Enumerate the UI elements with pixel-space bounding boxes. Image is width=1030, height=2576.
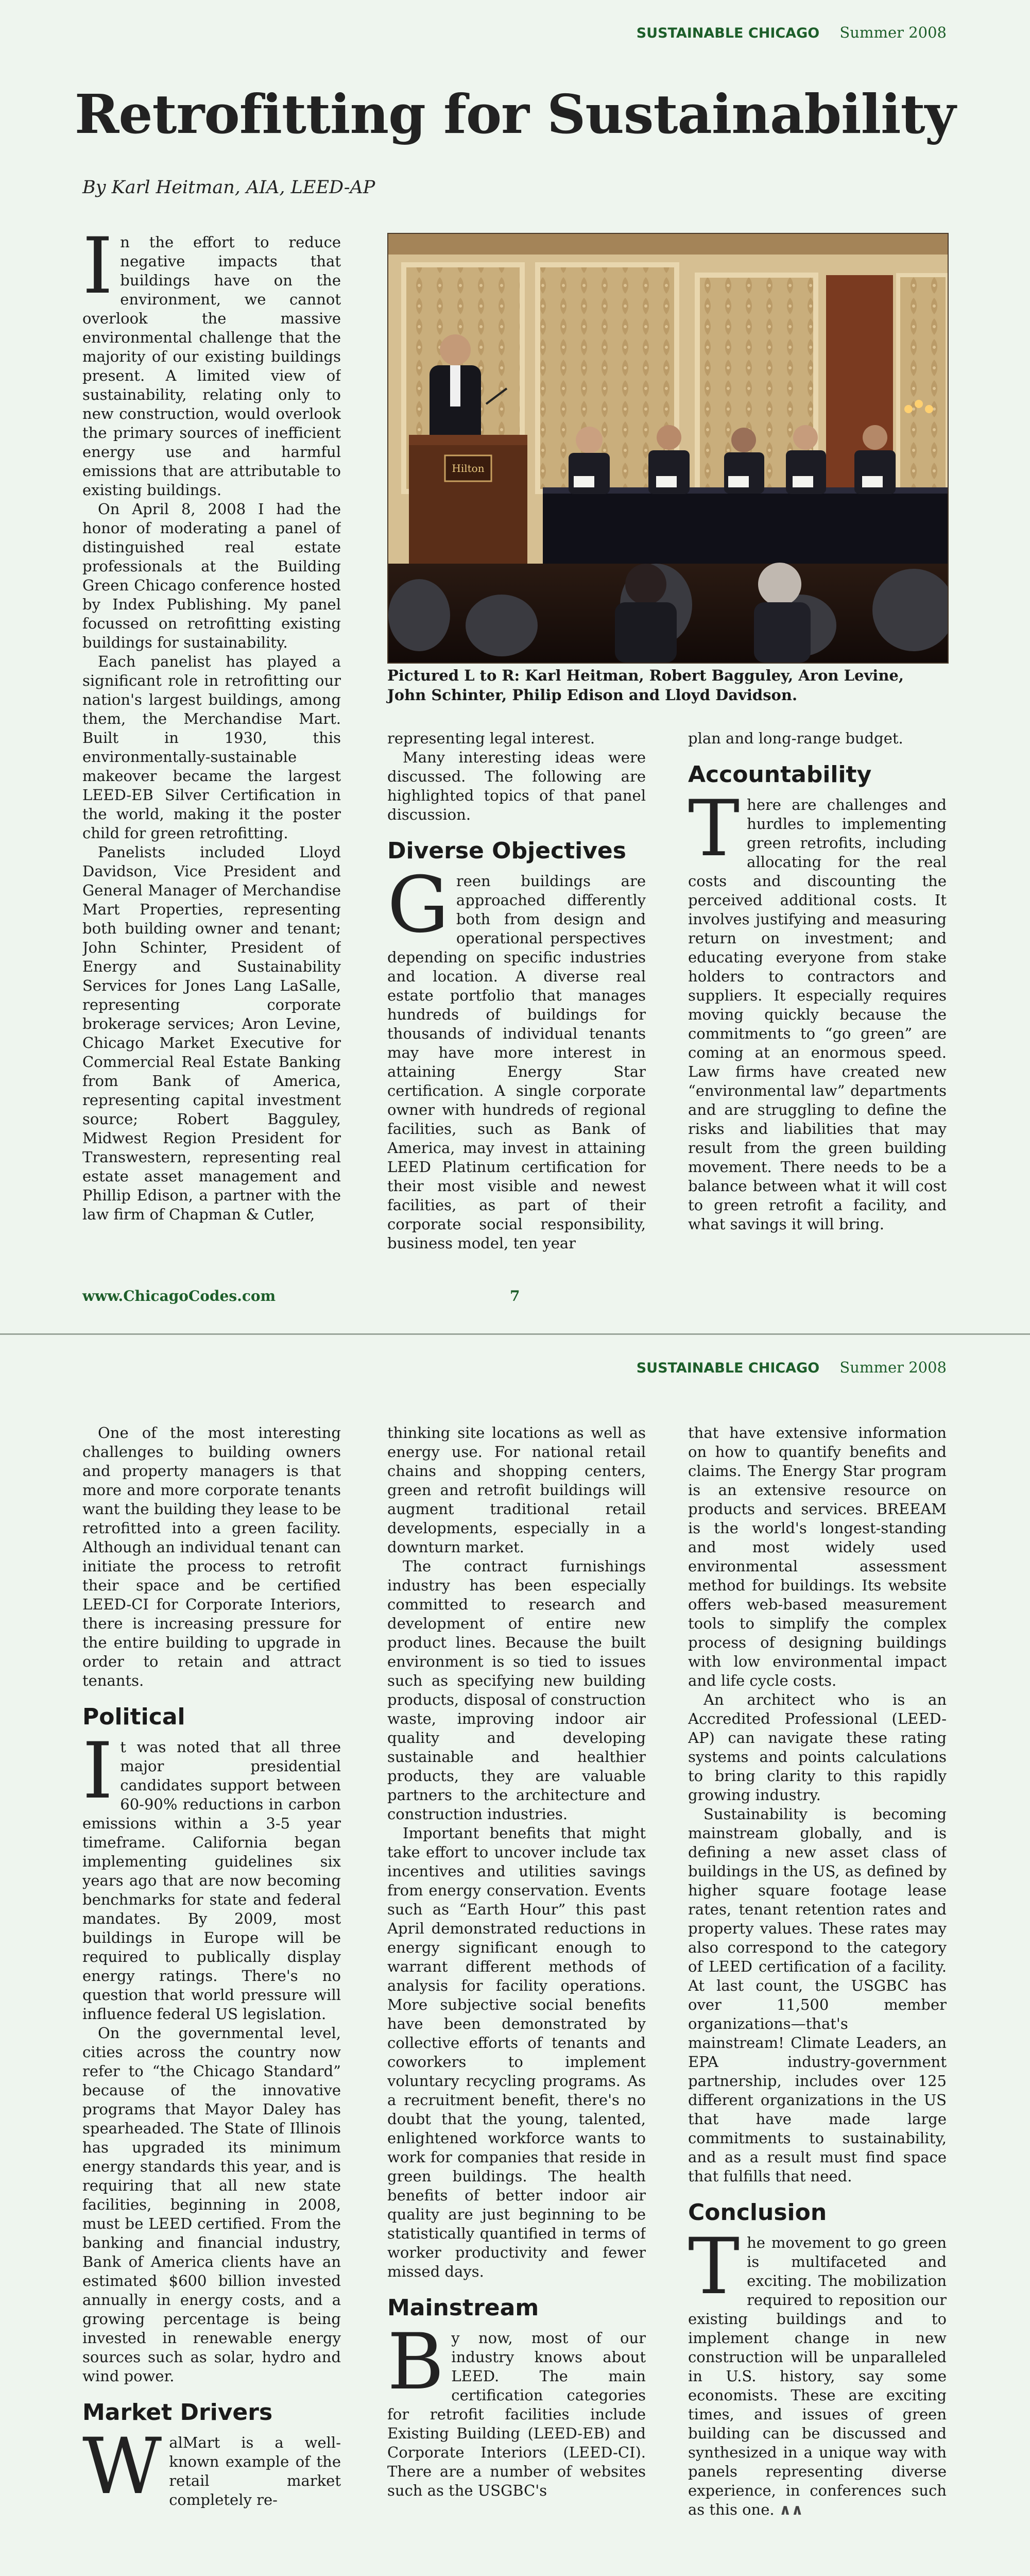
- paragraph: By now, most of our industry knows about LEED. The main certification categories for retrofit facilities include Existing Building (LEED-EB) and Corporate Interiors (LEED-CI). There are a number of websites such as the USGBC's: [387, 2317, 646, 2499]
- paragraph: thinking site locations as well as energy use. For national retail chains and shopping centers, green and retrofit buildings will augment traditional retail developments, especially in a downturn market.: [387, 1424, 646, 1556]
- paragraph: plan and long-range budget.: [688, 730, 903, 747]
- paragraph: The contract furnishings industry has been especially committed to research and development of entire new product lines. Because the built environment is so tied to issues such as specifying new building products, disposal of construction waste, improving indoor air quality and developing sustainable and healthier products, they are valuable partners to the architecture and construction industries.: [387, 1557, 646, 1823]
- podium-logo: Hilton: [452, 462, 485, 474]
- section-heading-conclusion: Conclusion: [688, 2199, 827, 2226]
- panel-photo: [387, 233, 949, 664]
- page-header: [637, 1359, 947, 1376]
- section-heading-accountability: Accountability: [688, 761, 872, 788]
- article-end-icon: ∧∧: [779, 2501, 803, 2518]
- paragraph: Important benefits that might take effort to uncover include tax incentives and utilities savings from energy conservation. Events such as “Earth Hour” this past April demonstrated reductions in energy significant enough to warrant different methods of analysis for facility operations. More subjective social benefits have been demonstrated by collective efforts of tenants and coworkers to implement voluntary recycling programs. As a recruitment benefit, there's no doubt that the young, talented, enlightened workforce wants to work for companies that reside in green buildings. The health benefits of better indoor air quality are just beginning to be statistically quantified in terms of worker productivity and fewer missed days.: [387, 1824, 646, 2280]
- drop-cap: T: [688, 2222, 740, 2312]
- paragraph: The movement to go green is multifaceted and exciting. The mobilization required to reposition our existing buildings and to implement change in new construction will be unparalleled in U.S. history, say some economists. These are exciting times, and issues of green building can be discussed and synthesized in a unique way with panels representing diverse experience, in conferences such as this one. ∧∧: [688, 2222, 947, 2518]
- paragraph: One of the most interesting challenges to building owners and property managers is that more and more corporate tenants want the building they lease to be retrofitted into a green facility. Although an individual tenant can initiate the process to retrofit their space and be certified LEED-CI for Corporate Interiors, there is increasing pressure for the entire building to upgrade in order to retain and attract tenants.: [82, 1424, 341, 1689]
- paragraph: Each panelist has played a significant role in retrofitting our nation's largest buildings, among them, the Merchandise Mart. Built in 1930, this environmentally-sustainable makeover became the largest LEED-EB Silver Certification in the world, making it the poster child for green retrofitting.: [82, 653, 341, 842]
- paragraph: It was noted that all three major presidential candidates support between 60-90% reductions in carbon emissions within a 3-5 year timeframe. California began implementing guidelines six years ago that are now becoming benchmarks for state and federal mandates. By 2009, most buildings in Europe will be required to publically display energy ratings. There's no question that world pressure will influence federal US legislation.: [82, 1726, 341, 2023]
- drop-cap: I: [82, 1726, 113, 1816]
- drop-cap: G: [387, 860, 449, 950]
- page-number: 7: [510, 1287, 520, 1304]
- page7-column-2: [387, 729, 646, 1255]
- drop-cap: T: [688, 784, 740, 874]
- page7-column-1: [82, 233, 341, 1256]
- paragraph: representing legal interest.: [387, 730, 595, 747]
- paragraph: On the governmental level, cities across the country now refer to “the Chicago Standard” because of the innovative programs that Mayor Daley has spearheaded. The State of Illinois has upgraded its minimum energy standards this year, and is requiring that all new state facilities, beginning in 2008, must be LEED certified. From the banking and financial industry, Bank of America clients have an estimated $600 billion invested annually in energy costs, and a growing percentage is being invested in renewable energy sources such as solar, hydro and wind power.: [82, 2024, 341, 2385]
- paragraph: that have extensive information on how to quantify benefits and claims. The Energy Star program is an extensive resource on products and services. BREEAM is the world's longest-standing and most widely used environmental assessment method for buildings. Its website offers web-based measurement tools to simplify the complex process of designing buildings with low environmental impact and life cycle costs.: [688, 1424, 947, 1689]
- page8-column-3: [688, 1423, 947, 2576]
- drop-cap: I: [82, 233, 113, 311]
- page7-column-3: [688, 729, 947, 1255]
- article-byline: By Karl Heitman, AIA, LEED-AP: [82, 177, 375, 198]
- magazine-name: SUSTAINABLE CHICAGO: [636, 25, 820, 41]
- section-heading-political: Political: [82, 1704, 185, 1730]
- paragraph: An architect who is an Accredited Professional (LEED-AP) can navigate these rating systems and points calculations to bring clarity to this rapidly growing industry.: [688, 1691, 947, 1804]
- section-heading-diverse-objectives: Diverse Objectives: [387, 838, 626, 864]
- conference-photo-illustration: [388, 234, 948, 663]
- paragraph: WalMart is a well-known example of the retail market completely re-: [82, 2422, 341, 2512]
- drop-cap: W: [82, 2422, 162, 2512]
- section-heading-mainstream: Mainstream: [387, 2295, 539, 2321]
- paragraph: On April 8, 2008 I had the honor of moderating a panel of distinguished real estate professionals at the Building Green Chicago conference hosted by Index Publishing. My panel focussed on retrofitting existing buildings for sustainability.: [82, 500, 341, 651]
- article-title: Retrofitting for Sustainability: [74, 82, 956, 146]
- issue-label: Summer 2008: [839, 24, 947, 41]
- paragraph: Panelists included Lloyd Davidson, Vice President and General Manager of Merchandise Mart Properties, representing both building owner and tenant; John Schinter, President of Energy and Sustainability Services for Jones Lang LaSalle, representing corporate brokerage services; Aron Levine, Chicago Market Executive for Commercial Real Estate Banking from Bank of America, representing capital investment source; Robert Bagguley, Midwest Region President for Transwestern, representing real estate asset management and Phillip Edison, a partner with the law firm of Chapman & Cutler,: [82, 843, 341, 1223]
- paragraph: Many interesting ideas were discussed. The following are highlighted topics of that panel discussion.: [387, 749, 646, 823]
- paragraph: Green buildings are approached differently both from design and operational perspectives depending on specific industries and location. A diverse real estate portfolio that manages hundreds of buildings for thousands of individual tenants may have more interest in attaining Energy Star certification. A single corporate owner with hundreds of regional facilities, such as Bank of America, may invest in attaining LEED Platinum certification for their most visible and newest facilities, as part of their corporate social responsibility, business model, ten year: [387, 860, 646, 1252]
- page8-column-1: [82, 1423, 341, 2576]
- drop-cap: B: [387, 2317, 444, 2407]
- page8-column-2: [387, 1423, 646, 2576]
- magazine-name: SUSTAINABLE CHICAGO: [636, 1360, 820, 1376]
- paragraph: There are challenges and hurdles to implementing green retrofits, including allocating for the real costs and discounting the perceived additional costs. It involves justifying and measuring return on investment; and educating everyone from stake holders to contractors and suppliers. It especially requires moving quickly because the commitments to “go green” are coming at an enormous speed. Law firms have created new “environmental law” departments and are struggling to define the risks and liabilities that may result from the green building movement. There needs to be a balance between what it will cost to green retrofit a facility, and what savings it will bring.: [688, 784, 947, 1233]
- paragraph: Sustainability is becoming mainstream globally, and is defining a new asset class of buildings in the US, as defined by higher square footage lease rates, tenant retention rates and property values. These rates may also correspond to the category of LEED certification of a facility. At last count, the USGBC has over 11,500 member organizations—that's mainstream! Climate Leaders, an EPA industry-government partnership, includes over 125 different organizations in the US that have made large commitments to sustainability, and as a result must find space that fulfills that need.: [688, 1805, 947, 2185]
- page-header: [637, 24, 947, 41]
- section-heading-market-drivers: Market Drivers: [82, 2399, 273, 2426]
- page-8: [0, 1333, 1030, 2576]
- paragraph: In the effort to reduce negative impacts that buildings have on the environment, we cannot overlook the massive environmental challenge that the majority of our existing buildings present. A limited view of sustainability, relating only to new construction, would overlook the primary sources of inefficient energy use and harmful emissions that are attributable to existing buildings.: [82, 233, 341, 499]
- issue-label: Summer 2008: [839, 1359, 947, 1376]
- footer-website-link[interactable]: www.ChicagoCodes.com: [82, 1287, 276, 1304]
- photo-caption: Pictured L to R: Karl Heitman, Robert Bagguley, Aron Levine, John Schinter, Philip Edison and Lloyd Davidson.: [387, 667, 904, 704]
